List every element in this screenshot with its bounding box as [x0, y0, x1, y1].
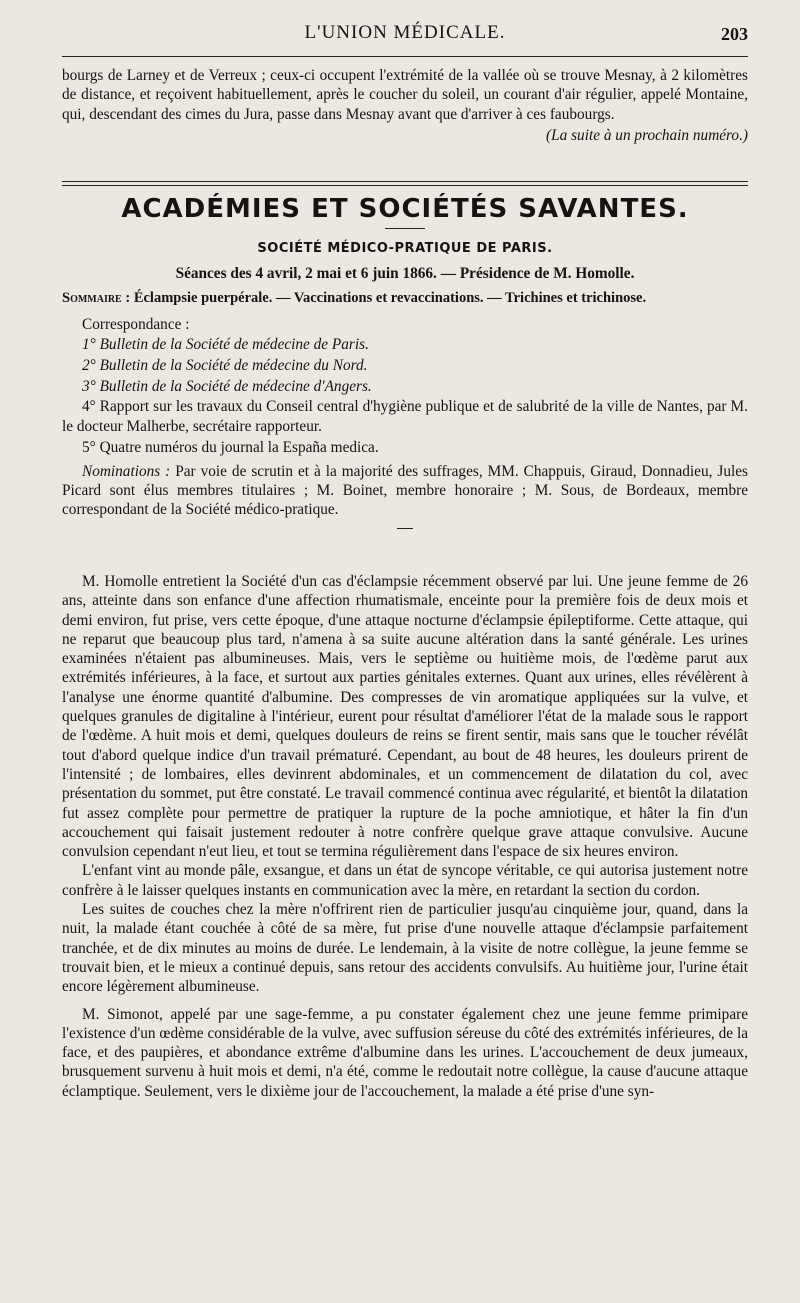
paragraph-homolle: M. Homolle entretient la Société d'un cas d'éclampsie récemment observé par lui. Une jeune femme de 26 ans, atteinte dans son enfance d'une affection rhumatismale, enceinte pour la première fois de deux mois et demi environ, fut prise, vers cette époque, d'une attaque nocturne d'éclampsie épileptiforme. Cette attaque, qui ne reparut que beaucoup plus tard, n'amena à sa suite aucune altération dans la santé générale. Les urines examinées n'étaient pas albumineuses. Mais, vers le septième ou huitième mois, de l'œdème parut aux extrémités inférieures, à la face, et surtout aux parties génitales externes. Quant aux urines, elles révélèrent à l'analyse une énorme quantité d'albumine. Des compresses de vin aromatique appliquées sur la vulve, et quelques granules de digitaline à l'intérieur, eurent pour résultat d'améliorer l'état de la malade sous le rapport de l'œdème. A huit mois et demi, quelques douleurs de reins se firent sentir, mais sans que le toucher révélât tout d'abord quelque indice d'un travail prématuré. Cependant, au bout de 48 heures, les douleurs prirent de l'intensité ; de lombaires, elles devinrent abdominales, et un commencement de dilatation du col, avec présentation du sommet, put être constaté. Le travail commencé continua avec régularité, et bientôt la dilatation fut assez complète pour permettre de pratiquer la rupture de la poche amniotique, et hâter la fin d'un accouchement qui faisait justement redouter à notre confrère quelque grave attaque convulsive. Aucune convulsion cependant n'eut lieu, et tout se termina régulièrement dans l'espace de six heures environ.: [62, 573, 748, 861]
section-rule-bottom: [62, 185, 748, 186]
correspondence-item-3: 3° Bulletin de la Société de médecine d'Angers.: [82, 377, 372, 395]
section-rule-top: [62, 181, 748, 182]
section-title: ACADÉMIES ET SOCIÉTÉS SAVANTES.: [121, 194, 689, 224]
header-rule: [62, 56, 748, 57]
correspondence-item-4: 4° Rapport sur les travaux du Conseil central d'hygiène publique et de salubrité de la ville de Nantes, par M. le docteur Malherbe, secrétaire rapporteur.: [62, 397, 748, 435]
separator-dash: [397, 528, 413, 529]
section-title-rule: [385, 228, 425, 229]
nominations-paragraph: [62, 462, 748, 520]
correspondence-label: Correspondance :: [82, 315, 190, 333]
paragraph-simonot: M. Simonot, appelé par une sage-femme, a pu constater également chez une jeune femme primipare l'existence d'un œdème considérable de la vulve, avec suffusion séreuse du côté des extrémités inférieures, de la face, et des paupières, et abondance extrême d'albumine dans les urines. L'accouchement de deux jumeaux, brusquement survenu à huit mois et demi, n'a été, comme le redoutait notre collègue, la cause d'aucune attaque éclamptique. Seulement, vers le dixième jour de l'accouchement, la malade a été prise d'une syn-: [62, 1005, 748, 1100]
correspondence-item-1: 1° Bulletin de la Société de médecine de Paris.: [82, 335, 369, 353]
continued-note: (La suite à un prochain numéro.): [546, 126, 748, 144]
paragraph-enfant: L'enfant vint au monde pâle, exsangue, et dans un état de syncope véritable, ce qui autorisa justement notre confrère à le laisser quelques instants en communication avec la mère, en retardant la section du cordon.: [62, 862, 748, 899]
main-text: [62, 572, 748, 1101]
society-name: SOCIÉTÉ MÉDICO-PRATIQUE DE PARIS.: [257, 241, 553, 256]
summary-line: [62, 289, 748, 308]
summary-text: Éclampsie puerpérale. — Vaccinations et revaccinations. — Trichines et trichinose.: [133, 290, 647, 307]
running-head: [62, 20, 748, 54]
paragraph-suites: Les suites de couches chez la mère n'offrirent rien de particulier jusqu'au cinquième jour, quand, dans la nuit, la malade étant couchée à côté de sa mère, fut prise d'une nouvelle attaque d'éclampsie parfaitement tranchée, et de dix minutes au moins de durée. Le lendemain, à la visite de notre collègue, la jeune femme se trouvait bien, et le mieux a continué depuis, sans retour des accidents convulsifs. Au huitième jour, l'urine était encore légèrement albumineuse.: [62, 901, 748, 996]
sessions-line: Séances des 4 avril, 2 mai et 6 juin 1866. — Présidence de M. Homolle.: [175, 265, 635, 282]
summary-label: Sommaire :: [62, 290, 131, 307]
nominations-text: Par voie de scrutin et à la majorité des suffrages, MM. Chappuis, Giraud, Donnadieu, Jules Picard sont élus membres titulaires ; M. Boinet, membre honoraire ; M. Sous, de Bordeaux, membre correspondant de la Société médico-pratique.: [62, 462, 748, 519]
correspondence-item-5: 5° Quatre numéros du journal la España medica.: [82, 438, 379, 456]
section-header: [62, 194, 748, 533]
journal-title: L'UNION MÉDICALE.: [304, 22, 506, 43]
intro-paragraph: bourgs de Larney et de Verreux ; ceux-ci occupent l'extrémité de la vallée où se trouve Mesnay, à 2 kilomètres de distance, et reçoivent habituellement, après le coucher du soleil, un courant d'air régulier, appelé Montaine, qui, descendant des cimes du Jura, passe dans Mesnay avant que d'arriver à ces faubourgs.: [62, 67, 748, 123]
nominations-label: Nominations :: [82, 462, 171, 480]
correspondence-list: [62, 334, 748, 458]
intro-block: [62, 66, 748, 145]
correspondence-item-2: 2° Bulletin de la Société de médecine du Nord.: [82, 356, 368, 374]
page-number: 203: [721, 24, 748, 44]
